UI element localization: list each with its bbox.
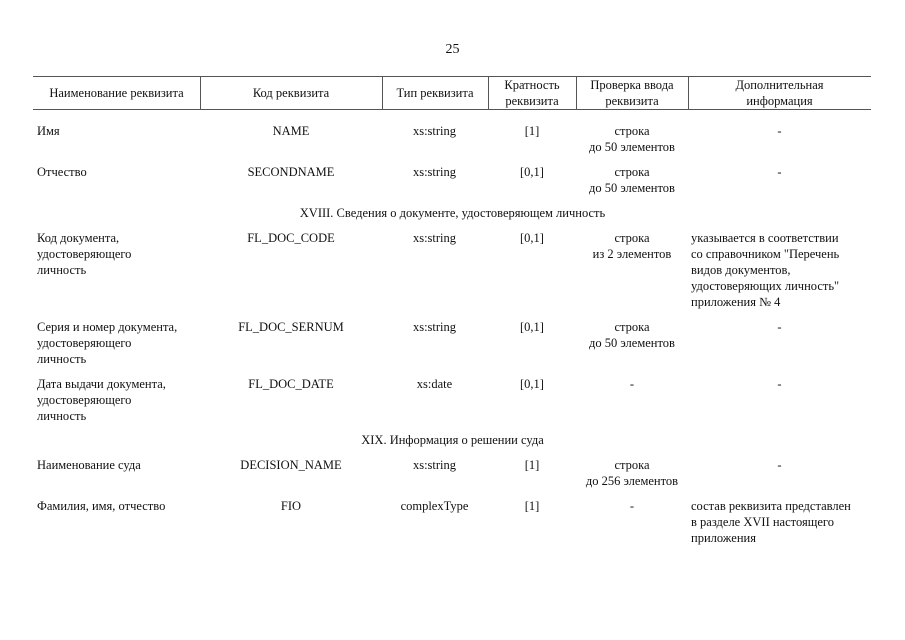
table-row-name: Имя [37, 124, 60, 138]
table-header-bottom-rule [33, 109, 871, 110]
page-number: 25 [445, 42, 460, 57]
table-row-type: xs:string [412, 124, 457, 138]
header-check: Проверка ввода реквизита [590, 77, 674, 108]
table-row-info: указывается в соответствии со справочником "Перечень видов документов, удостоверяющих личность" приложения № 4 [691, 231, 840, 309]
table-row-name: Фамилия, имя, отчество [37, 499, 166, 513]
table-row-check: - [629, 377, 635, 391]
table-row-type: xs:date [416, 377, 453, 391]
table-row-multiplicity: [0,1] [520, 320, 544, 334]
table-row-code: DECISION_NAME [240, 458, 342, 472]
table-row-check: строка до 50 элементов [589, 320, 675, 350]
table-row-check: - [629, 499, 635, 513]
table-row-check: строка до 256 элементов [585, 458, 679, 488]
table-row-code: FL_DOC_SERNUM [238, 320, 344, 334]
table-row-info: - [777, 320, 782, 334]
table-row-type: complexType [400, 499, 469, 513]
table-row-info: - [777, 458, 782, 472]
table-row-type: xs:string [412, 231, 457, 245]
table-row-multiplicity: [0,1] [520, 165, 544, 179]
table-row-type: xs:string [412, 458, 457, 472]
table-row-multiplicity: [1] [524, 499, 540, 513]
table-row-multiplicity: [1] [524, 458, 540, 472]
table-row-code: SECONDNAME [247, 165, 335, 179]
table-row-code: FL_DOC_CODE [247, 231, 335, 245]
section-heading: XVIII. Сведения о документе, удостоверяющем личность [299, 206, 606, 220]
table-row-name: Дата выдачи документа, удостоверяющего личность [37, 377, 166, 423]
section-heading: XIX. Информация о решении суда [361, 433, 544, 447]
table-row-code: NAME [272, 124, 310, 138]
header-multiplicity: Кратность реквизита [504, 77, 560, 108]
table-row-name: Серия и номер документа, удостоверяющего личность [37, 320, 178, 366]
table-row-name: Наименование суда [37, 458, 141, 472]
table-row-info: - [777, 165, 782, 179]
table-row-check: строка из 2 элементов [592, 231, 672, 261]
header-code: Код реквизита [252, 85, 330, 100]
table-row-type: xs:string [412, 165, 457, 179]
table-row-code: FL_DOC_DATE [248, 377, 334, 391]
table-row-info: - [777, 124, 782, 138]
header-type: Тип реквизита [396, 85, 474, 100]
table-row-multiplicity: [1] [524, 124, 540, 138]
table-row-code: FIO [280, 499, 302, 513]
table-row-type: xs:string [412, 320, 457, 334]
table-row-info: состав реквизита представлен в разделе XVII настоящего приложения [691, 499, 851, 545]
table-row-check: строка до 50 элементов [589, 124, 675, 154]
table-row-check: строка до 50 элементов [589, 165, 675, 195]
table-row-name: Отчество [37, 165, 87, 179]
table-row-name: Код документа, удостоверяющего личность [37, 231, 132, 277]
table-row-info: - [777, 377, 782, 391]
table-row-multiplicity: [0,1] [520, 231, 544, 245]
header-name: Наименование реквизита [49, 85, 184, 100]
table-row-multiplicity: [0,1] [520, 377, 544, 391]
header-info: Дополнительная информация [735, 77, 824, 108]
